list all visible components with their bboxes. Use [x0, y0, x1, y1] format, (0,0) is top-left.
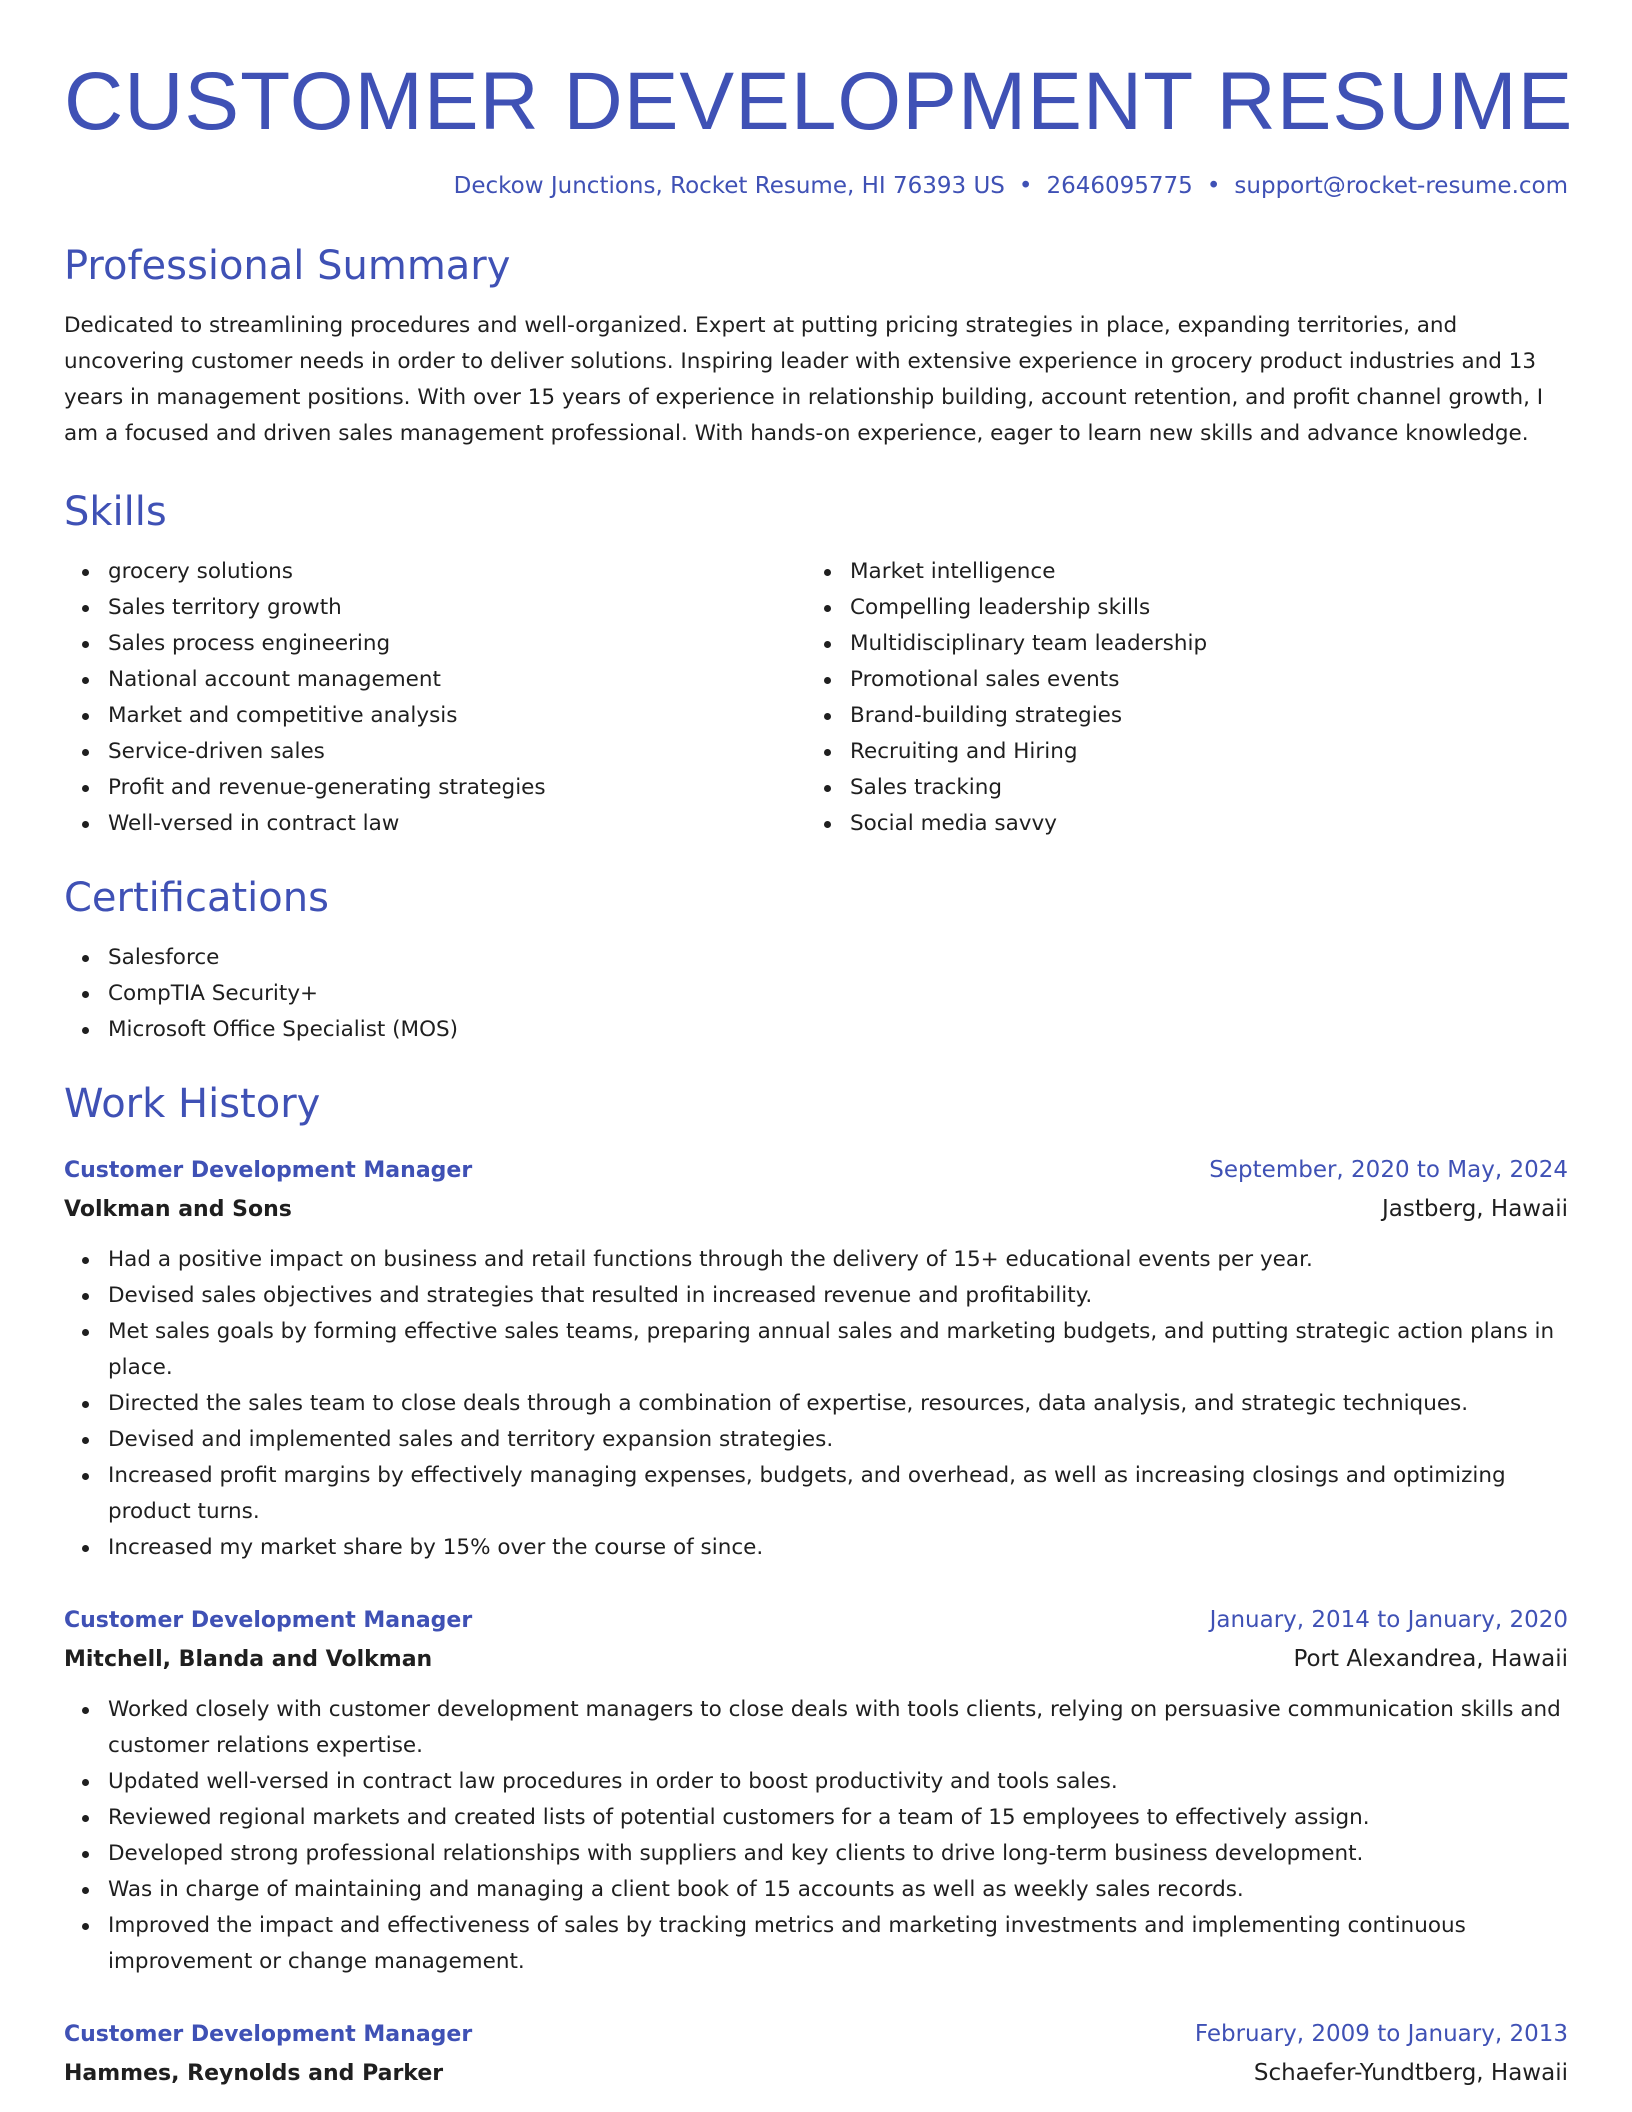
certifications-list — [64, 940, 1568, 1048]
job-location: Jastberg, Hawaii — [1382, 1196, 1568, 1222]
job-employer-row — [64, 2053, 1568, 2094]
job-duty-item: Was in charge of maintaining and managing a client book of 15 accounts as well as weekly sales records. — [64, 1872, 1568, 1908]
contact-line — [64, 170, 1568, 202]
skill-item: Market intelligence — [806, 554, 1548, 590]
resume-header — [64, 0, 1574, 202]
skill-item: Compelling leadership skills — [806, 590, 1548, 626]
job-title: Customer Development Manager — [64, 1158, 473, 1183]
job-duty-item: Updated well-versed in contract law procedures in order to boost productivity and tools sales. — [64, 1764, 1568, 1800]
skills-list-right — [806, 554, 1548, 842]
skills-list-left — [64, 554, 806, 842]
skill-item: Sales process engineering — [64, 626, 806, 662]
summary-heading: Professional Summary — [64, 243, 511, 289]
job-title: Customer Development Manager — [64, 2022, 473, 2047]
skill-item: National account management — [64, 662, 806, 698]
job-duty-item: Devised sales objectives and strategies that resulted in increased revenue and profitability. — [64, 1278, 1568, 1314]
summary-text: Dedicated to streamlining procedures and well-organized. Expert at putting pricing strategies in place, expanding territories, and uncovering customer needs in order to deliver solutions. Inspiring leader with extensive experience in grocery product industries and 13 years in management positions. With over 15 years of experience in relationship building, account retention, and profit channel growth, I am a focused and driven sales management professional. With hands-on experience, eager to learn new skills and advance knowledge. — [64, 313, 1544, 446]
skill-item: grocery solutions — [64, 554, 806, 590]
job-header-row — [64, 1152, 1568, 1189]
skill-item: Profit and revenue-generating strategies — [64, 770, 806, 806]
skill-item: Well-versed in contract law — [64, 806, 806, 842]
contact-separator: • — [1018, 173, 1033, 199]
skill-item: Brand-building strategies — [806, 698, 1548, 734]
contact-phone[interactable]: 2646095775 — [1046, 173, 1193, 199]
job-entry — [64, 1152, 1568, 1566]
certifications-heading: Certifications — [64, 875, 329, 921]
job-company: Hammes, Reynolds and Parker — [64, 2061, 444, 2086]
job-entry — [64, 1602, 1568, 1980]
job-duty-item: Met sales goals by forming effective sales teams, preparing annual sales and marketing budgets, and putting strategic action plans in place. — [64, 1314, 1568, 1386]
job-entry — [64, 2016, 1568, 2094]
job-company: Mitchell, Blanda and Volkman — [64, 1647, 433, 1672]
job-duty-item: Developed strong professional relationships with suppliers and key clients to drive long-term business development. — [64, 1836, 1568, 1872]
skill-item: Market and competitive analysis — [64, 698, 806, 734]
contact-email[interactable]: support@rocket-resume.com — [1234, 173, 1568, 199]
job-dates: September, 2020 to May, 2024 — [1209, 1157, 1568, 1183]
job-duty-item: Devised and implemented sales and territory expansion strategies. — [64, 1422, 1568, 1458]
certifications-section — [64, 874, 1568, 1048]
skills-heading: Skills — [64, 489, 167, 535]
job-duties-list — [64, 1242, 1568, 1566]
skill-item: Multidisciplinary team leadership — [806, 626, 1548, 662]
job-duty-item: Worked closely with customer development managers to close deals with tools clients, relying on persuasive communication skills and customer relations expertise. — [64, 1692, 1568, 1764]
job-duty-item: Reviewed regional markets and created lists of potential customers for a team of 15 employees to effectively assign. — [64, 1800, 1568, 1836]
skill-item: Social media savvy — [806, 806, 1548, 842]
job-title: Customer Development Manager — [64, 1608, 473, 1633]
job-header-row — [64, 2016, 1568, 2053]
resume-title: CUSTOMER DEVELOPMENT RESUME — [64, 56, 1574, 147]
work-history-section — [64, 1080, 1568, 2094]
certification-item: Salesforce — [64, 940, 1568, 976]
skill-item: Recruiting and Hiring — [806, 734, 1548, 770]
contact-address: Deckow Junctions, Rocket Resume, HI 76393 US — [453, 173, 1005, 199]
contact-separator: • — [1206, 173, 1221, 199]
job-duties-list — [64, 1692, 1568, 1980]
skill-item: Service-driven sales — [64, 734, 806, 770]
job-duty-item: Improved the impact and effectiveness of sales by tracking metrics and marketing investments and implementing continuous improvement or change management. — [64, 1908, 1568, 1980]
skill-item: Sales territory growth — [64, 590, 806, 626]
job-company: Volkman and Sons — [64, 1197, 292, 1222]
skills-columns — [64, 554, 1568, 842]
job-employer-row — [64, 1189, 1568, 1230]
job-employer-row — [64, 1639, 1568, 1680]
job-location: Port Alexandrea, Hawaii — [1293, 1646, 1568, 1672]
job-header-row — [64, 1602, 1568, 1639]
job-duty-item: Directed the sales team to close deals through a combination of expertise, resources, data analysis, and strategic techniques. — [64, 1386, 1568, 1422]
job-dates: February, 2009 to January, 2013 — [1194, 2021, 1568, 2047]
job-duty-item: Increased my market share by 15% over the course of since. — [64, 1530, 1568, 1566]
skill-item: Promotional sales events — [806, 662, 1548, 698]
job-dates: January, 2014 to January, 2020 — [1209, 1607, 1568, 1633]
skills-section — [64, 488, 1568, 842]
summary-section — [64, 242, 1568, 452]
job-location: Schaefer-Yundtberg, Hawaii — [1253, 2060, 1568, 2086]
job-duty-item: Increased profit margins by effectively managing expenses, budgets, and overhead, as well as increasing closings and optimizing product turns. — [64, 1458, 1568, 1530]
work-history-heading: Work History — [64, 1081, 321, 1127]
certification-item: CompTIA Security+ — [64, 976, 1568, 1012]
certification-item: Microsoft Office Specialist (MOS) — [64, 1012, 1568, 1048]
job-duty-item: Had a positive impact on business and retail functions through the delivery of 15+ educational events per year. — [64, 1242, 1568, 1278]
skill-item: Sales tracking — [806, 770, 1548, 806]
